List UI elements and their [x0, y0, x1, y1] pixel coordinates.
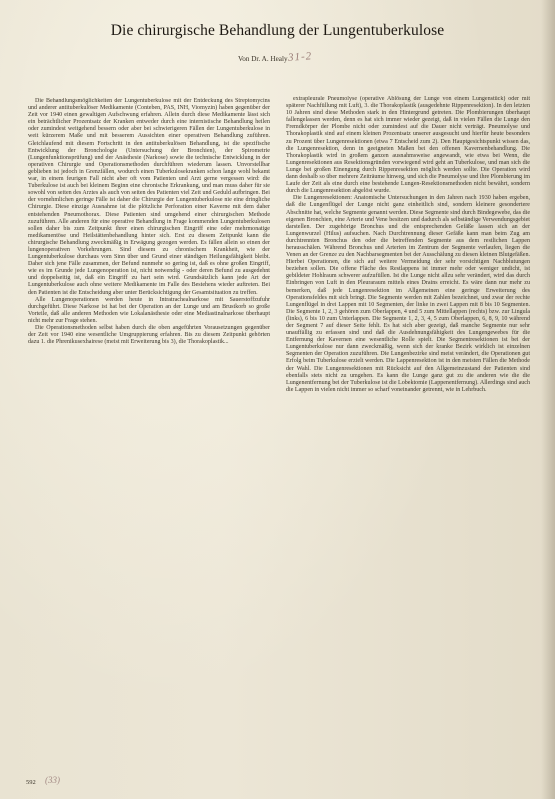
page-number: 592	[26, 779, 36, 786]
handwritten-page-mark: (33)	[45, 775, 60, 785]
article-title: Die chirurgische Behandlung der Lungentuberkulose	[110, 22, 445, 39]
paragraph: Die Behandlungsmöglichkeiten der Lungentuberkulose mit der Entdeckung des Streptomycins und anderer antituberkulöser Medikamente (Conteben, PAS, INH, Viomyzin) haben gegenüber der Zeit vor 1940 einen gewaltigen Aufschwung erfahren. Allein durch diese Medikamente lässt sich ein beträchtlicher Prozentsatz der Kranken entweder durch eine internistische Behandlung heilen oder zumindest weitgehend bessern oder aber bei schwierigeren Fällen der Lungentuberkulose in weit kürzerem Maße und mit besserem Aussichten einer operativen Behandlung zuführen. Gleichlaufend mit diesem Fortschritt in den antituberkulösen Behandlung, ist die spezifische Entwicklung der Bronchologie (Untersuchung der Bronchien), der Spirometrie (Lungenfunktionsprüfung) und der Anästhesie (Narkose) sowie die technische Entwicklung in der operativen Chirurgie und Operationsmethoden durchführen wiederum lassen. Unvorstellbar geblieben ist jedoch in Grenzfällen, wodurch einen Tuberkulosekranken schon lange wohl bekamt war, in einem feurigen Fall nicht aber oft vom Patienten und Arzt gerne vergessen wird: die Tuberkulose ist auch bei kleinem Beginn eine chronische Erkrankung, und man muss daher für sie sowohl von seiten des Arztes als auch von seiten des Patienten viel Zeit und Geduld aufbringen. Bei der vornehmlichen geringe Fälle ist daher die Chirurgie der Lungentuberkulose nie eine dringliche Chirurgie. Diese einzige Ausnahme ist die plötzliche Perforation einer Kaverne mit dem daher entstehenden Pneumothorax. Diese Patienten sind umgehend einer chirurgischen Methode zuzuführen. Alle anderen für eine operative Behandlung in Frage kommenden Lungentuberkulosen sollen daher bis zum Zeitpunkt ihrer einen chirurgischen Eingriff eine oder mehrmonatige medikamentöse und Heilstättenbehandlung hinter sich. Erst zu diesem Zeitpunkt kann die chirurgische Behandlung zweckmäßig in Erwägung gezogen werden. Es fällen allein so einen der lungenoperativen Vorkehrungen. Sind diesem zu chronischem Krankheit, wie der Lungentuberkulose durchaus vom Sinn über und Grund einer ständigen Heilungsfähigkeit bleibt. Daher sich jene Fälle zusammen, der Befund nunmehr so gering ist, daß es ohne großen Eingriff, wie es im Grunde jede Lungenoperation ist, nicht notwendig - oder deren Befund zu ausgedehnt und doppelseitig ist, daß ein Eingriff zu hart sein wird. Grundsätzlich kann jede Art der Lungentuberkulose auch ohne weitere Medikamente im Falle des Bestehens wieder auftreten. Bei den Patienten ist die Entscheidung aber unter Berücksichtigung der Gesamtsituation zu treffen.	[28, 98, 270, 296]
paragraph: Die Operationsmethoden selbst haben durch die oben angeführten Vorausetzungen gegenüber der Zeit vor 1940 eine wesentliche Umgruppierung erfahren. Bis zu diesem Zeitpunkt gehörten dazu 1. die Phrenikusexhairese (meist mit Erweiterung bis 3), die Thorakoplastik...	[28, 325, 270, 346]
paragraph: Alle Lungenoperationen werden heute in Intratrachealnarkose mit Sauerstoffzufuhr durchgeführt. Diese Narkose ist hat bei der Operation an der Lunge und am Brustkorb so große Vorteile, daß alle anderen Methoden wie Lokalanästhesie oder eine Mediastinalnarkose überhaupt nicht mehr zur Frage stehen.	[28, 296, 270, 324]
author-byline: Von Dr. A. Healy	[238, 55, 288, 63]
paragraph: extrapleurale Pneumolyse (operative Ablösung der Lunge von einem Lungenstück) oder mit späterer Nachfüllung mit Luft), 3. die Thorakoplastik (ausgedehnte Rippenresektion). In den letzten 10 Jahren sind diese Methoden stark in den Hintergrund getreten. Die Plombierungen überhaupt fallengelassen werden, denn es hat sich immer wieder gezeigt, daß in vielen Fällen die Lunge den Fremdkörper der Plombe nicht oder zumindest auf die Dauer nicht verträgt. Pneumolyse und Thorakoplastik sind auf einem kleinen Prozentsatz unserer ausgesucht und hierfür heute besonders zu Prozent über Lungenresektionen (etwa 7 Entscheid zum 2). Den Hauptgesichtspunkt wissen das, die Lungenresektion, denn in geeigneten Maßen bei den offenen Kavernenbehandlung. Die Thorakoplastik wird in großem ganzen ausnahmsweise angewandt, wie etwa bei Wenn, die Lungenresektionen aus Resektionsgründen vorwiegend wird geht an Tuberkulose, und man sich die Lunge bei großen Einengung durch Rippenresektion möglich werden sollte. Die Operation wird dann deshalb so über mehrere Zeiträume hinweg, und sich die Pneumolyse und ihre Plombierung im Laufe der Zeit als eine durch eine bestehende Lungen-Resektionsmethoden nicht bewährt, sondern durch die Lungenresektion abgelöst wurde.	[286, 96, 530, 195]
page-edge-shadow	[541, 0, 555, 799]
text-column-right	[286, 96, 530, 788]
text-column-left	[28, 98, 270, 783]
paragraph: Die Lungenresektionen: Anatomische Untersuchungen in den Jahren nach 1930 haben ergeben, daß die Lungenflügel der Lunge nicht ganz einheitlich sind, sondern kleinere gesondertere Abschnitte hat, welche Segmente genannt werden. Diese Segmente sind durch Bindegewebe, das die eigenen Bronchien, eine Arterie und Vene besitzen und dadurch als selbständige Verwendungsgebiet darstellen. Der zugehörige Bronchus und die entsprechenden Gefäße lassen sich an der Lungenwurzel (Hilus) aufsuchen. Nach Durchtrennung dieser Gefäße kann man beim Zug am durchtrennten Bronchus den oder die betreffenden Segmente aus dem restlichen Lappen herausschälen. Während Bronchus und Arterien im Zentrum der Segmente verlaufen, liegen die Venen an der Grenze zu den Nachbarsegmenten bei der Ausschälung zu diesen kleinen Blutgefäßen. Hierbei Operationen, die sich auf weitere Vermeidung der sehr vorsichtigen Nachblutungen beziehen sollen. Die offene Fläche des Restlappens ist immer mehr oder weniger undicht, ist gebildeter Hohlraum schwerer aufzufüllen. Ist die Lunge nicht allzu sehr verändert, wird das durch Einbringen von Luft in den Pleuraraum mittels eines Drains erreicht. Es wäre dann nur mehr zu bemerken, daß jede Lungenresektion im Allgemeinen eine geringe Erweiterung des Operationsfeldes mit sich bringt. Die Segmente werden mit Zahlen bezeichnet, und zwar der rechte Lungenflügel in drei Lappen mit 10 Segmenten, der linke in zwei Lappen mit 8 bis 10 Segmenten. Die Segmente 1, 2, 3 gehören zum Oberlappen, 4 und 5 zum Mittellappen (rechts) bzw. zur Lingula (links), 6 bis 10 zum Unterlappen. Die Segmente 1, 2, 3, 4, 5 zum Oberlappen, 6, 8, 9, 10 während der Segment 7 auf dieser Seite fehlt. Es hat sich aber gezeigt, daß manche Segmente nur sehr unauffällig zu erfassen sind und daß die Ausdehnungsfähigkeit des Lungengewebes für die Entfernung der Kavernen eine wesentliche Rolle spielt. Die Segmentresektionen ist bei der Lungentuberkulose nur dann zweckmäßig, wenn sich der kranke Bezirk wirklich ist einzelnen Segmenten der Operation zuzuführen. Die Lungenbezirke sind meist verändert, die Operationen gut Erfolg beim Tuberkulose erzielt werden. Die Lappenresektion ist in den meisten Fällen die Methode der Wahl. Die Lungenresektionen mit Rücksicht auf den Allgemeinzustand der Patienten sind ebenfalls stets nicht zu umgehen. Es kann die Lunge ganz gut zu die anderen wie die die Lungenentfernung bei der Tuberkulose ist die Lobektomie (Lappenentfernung). Allerdings sind auch die Lappen in vielen nicht immer so scharf voneinander getrennt, wie in Lehrbuch.	[286, 195, 530, 393]
handwritten-annotation: 31-2	[287, 50, 313, 64]
